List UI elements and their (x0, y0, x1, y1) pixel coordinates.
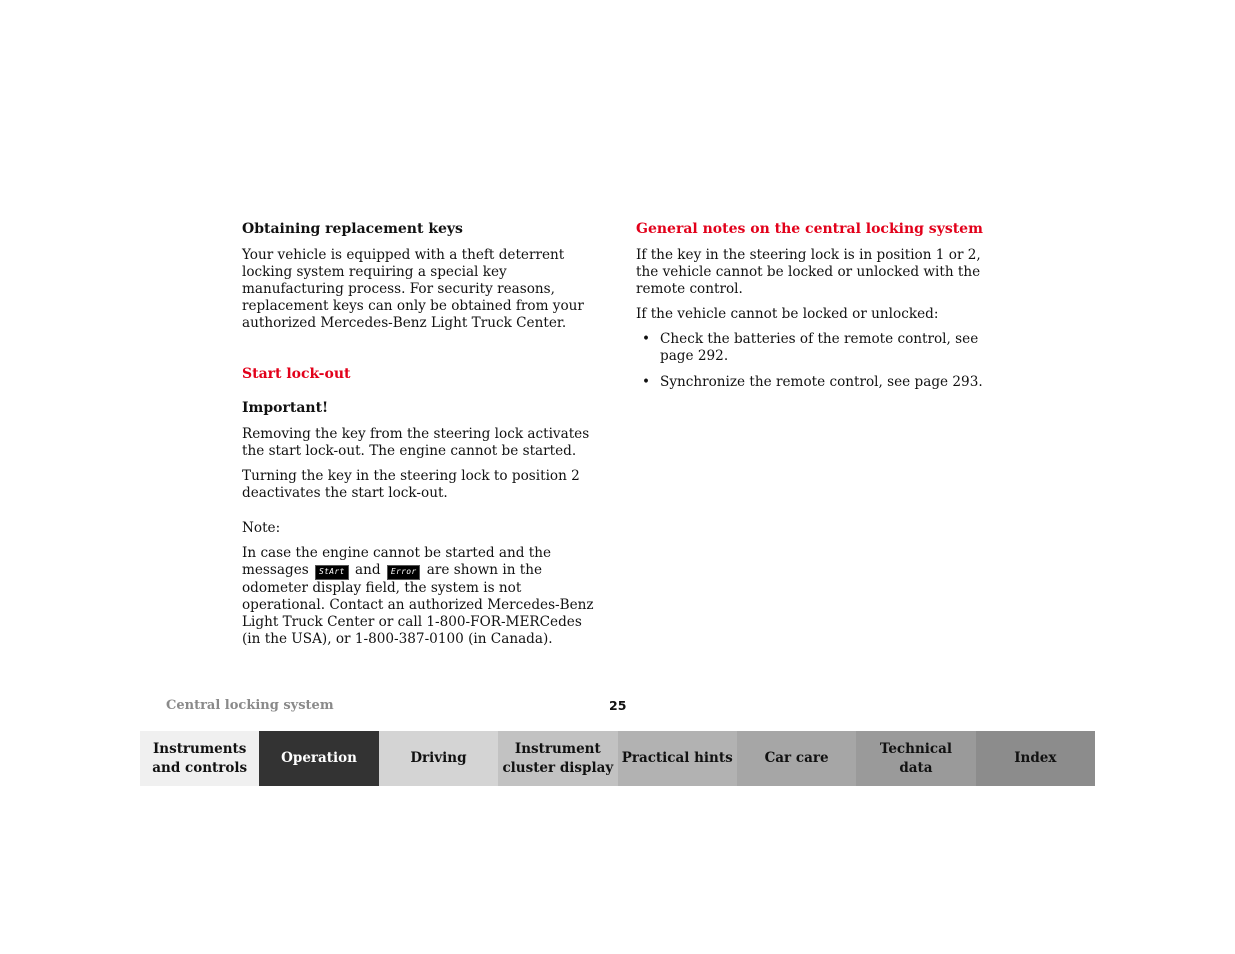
tab-instruments-and-controls[interactable]: Instruments and controls (140, 731, 259, 786)
chapter-tabs (140, 731, 1095, 786)
tab-practical-hints[interactable]: Practical hints (618, 731, 737, 786)
general-notes-text-2: If the vehicle cannot be locked or unlocked: (636, 306, 939, 322)
heading-start-lockout: Start lock-out (242, 366, 351, 382)
bullet-icon: • (642, 331, 651, 347)
list-item (636, 331, 986, 365)
right-column (636, 221, 986, 400)
general-notes-text-1: If the key in the steering lock is in position 1 or 2, the vehicle cannot be locked or unlocked with the remote control. (636, 247, 981, 297)
tab-technical-data[interactable]: Technical data (856, 731, 975, 786)
note-label: Note: (242, 520, 281, 536)
replacement-keys-text: Your vehicle is equipped with a theft deterrent locking system requiring a special key manufacturing process. For security reasons, replacement keys can only be obtained from your authorized Mercedes-Benz Light Truck Center. (242, 247, 584, 331)
tab-car-care[interactable]: Car care (737, 731, 856, 786)
note-text-and: and (354, 562, 381, 578)
list-item-text: Synchronize the remote control, see page 293. (660, 374, 983, 390)
page-number: 25 (609, 698, 627, 713)
display-message-error: Error (387, 565, 421, 580)
tab-operation[interactable]: Operation (259, 731, 378, 786)
start-lockout-text-1: Removing the key from the steering lock activates the start lock-out. The engine cannot be started. (242, 426, 590, 459)
heading-general-notes: General notes on the central locking system (636, 221, 983, 237)
tab-instrument-cluster-display[interactable]: Instrument cluster display (498, 731, 617, 786)
heading-replacement-keys: Obtaining replacement keys (242, 221, 463, 237)
start-lockout-text-2: Turning the key in the steering lock to position 2 deactivates the start lock-out. (242, 468, 580, 501)
note-text-part1: In case the engine cannot be started and the messages (242, 545, 552, 578)
note-text-part2: are shown in the odometer display field, the system is not operational. Contact an authorized Mercedes-Benz Light Truck Center or call 1-800-FOR-MERCedes (in the USA), or 1-800-387-0100 (in Canada). (242, 562, 594, 647)
section-title: Central locking system (166, 698, 334, 713)
bullet-icon: • (642, 374, 651, 390)
troubleshooting-list (636, 331, 986, 391)
display-message-start: StArt (315, 565, 349, 580)
tab-driving[interactable]: Driving (379, 731, 498, 786)
list-item (636, 374, 986, 391)
heading-important: Important! (242, 400, 329, 416)
left-column (242, 221, 598, 656)
note-text (242, 545, 598, 648)
tab-index[interactable]: Index (976, 731, 1095, 786)
list-item-text: Check the batteries of the remote control, see page 292. (660, 331, 979, 364)
